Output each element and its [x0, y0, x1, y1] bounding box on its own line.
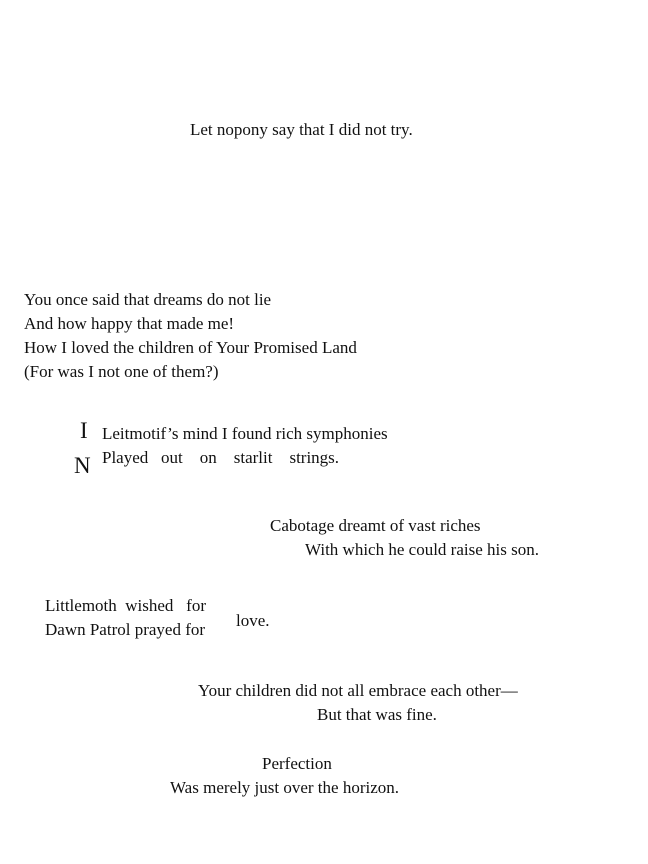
stanza-two-line: Played out on starlit strings. — [102, 448, 340, 467]
stanza-six-line: Was merely just over the horizon. — [170, 778, 400, 797]
stanza-one-line: How I loved the children of Your Promised Land — [24, 338, 357, 357]
stanza-one-line: And how happy that made me! — [24, 314, 235, 333]
stanza-five-line: But that was fine. — [317, 705, 437, 724]
stanza-two-line: Leitmotif’s mind I found rich symphonies — [102, 424, 388, 443]
stanza-three-line: Cabotage dreamt of vast riches — [270, 516, 481, 535]
stanza-five-line: Your children did not all embrace each other— — [198, 681, 518, 700]
stanza-one-line: You once said that dreams do not lie — [24, 290, 272, 309]
stanza-two-cap-bottom: N — [74, 453, 91, 478]
stanza-four-line: Littlemoth wished for — [45, 596, 207, 615]
stanza-one-line: (For was I not one of them?) — [24, 362, 219, 381]
stanza-four-line: Dawn Patrol prayed for — [45, 620, 206, 639]
stanza-six-line: Perfection — [262, 754, 332, 773]
poem-opening-line: Let nopony say that I did not try. — [190, 120, 413, 139]
stanza-four-shared-word: love. — [236, 611, 270, 630]
stanza-two-cap-top: I — [80, 418, 88, 443]
stanza-three-line: With which he could raise his son. — [305, 540, 539, 559]
